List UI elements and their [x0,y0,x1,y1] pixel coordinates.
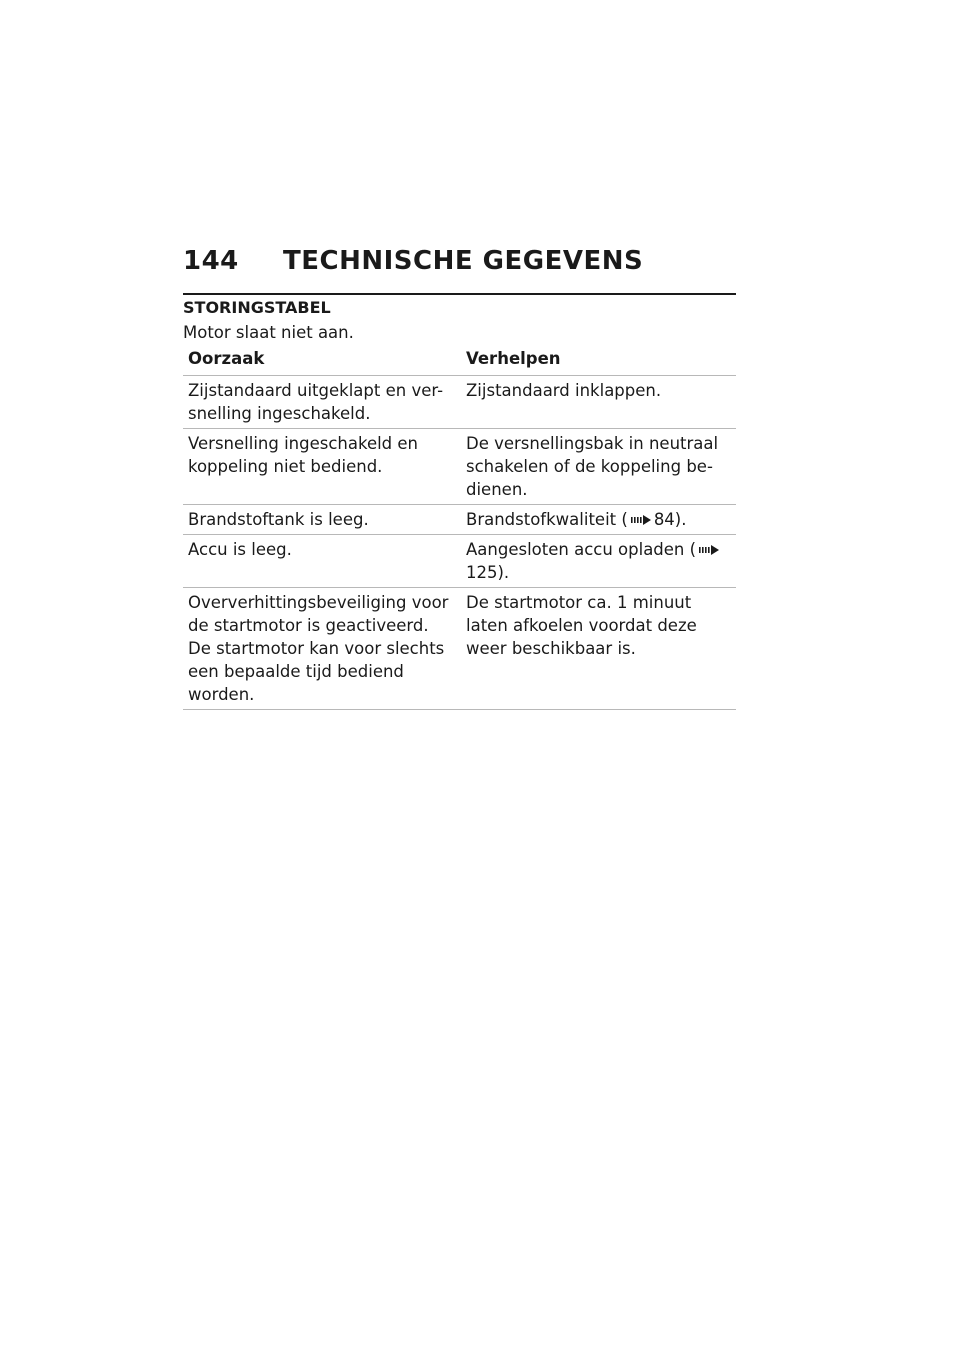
cause-cell: Brandstoftank is leeg. [183,505,461,535]
header-divider [183,293,736,295]
fault-table [183,345,736,710]
table-row [183,505,736,535]
cause-cell: Accu is leeg. [183,535,461,588]
column-header-remedy: Verhelpen [461,345,736,376]
table-row [183,429,736,505]
page-number: 144 [183,246,239,276]
remedy-cell: De startmotor ca. 1 minuut laten afkoelen voordat deze weer beschikbaar is. [461,588,736,710]
column-header-cause: Oorzaak [183,345,461,376]
table-row [183,588,736,710]
cause-cell: Versnelling ingeschakeld en koppeling niet bediend. [183,429,461,505]
table-row [183,376,736,429]
table-row [183,535,736,588]
cause-cell: Oververhittingsbeveiliging voor de startmotor is geactiveerd. De startmotor kan voor slechts een bepaalde tijd bediend worden. [183,588,461,710]
page-reference-link[interactable]: 84). [653,510,687,529]
page-reference-arrow-icon [630,514,652,526]
remedy-text: Aangesloten accu opladen ( [466,540,697,559]
page-reference-arrow-icon [698,544,720,556]
table-header-row [183,345,736,376]
page-header [183,244,736,278]
remedy-cell: Zijstandaard inklappen. [461,376,736,429]
remedy-text: Brandstofkwaliteit ( [466,510,628,529]
page-reference-link[interactable]: 125). [466,563,510,582]
chapter-title: TECHNISCHE GEGEVENS [283,246,644,276]
remedy-cell [461,535,736,588]
remedy-cell [461,505,736,535]
section-title: STORINGSTABEL [183,298,331,317]
section-intro: Motor slaat niet aan. [183,323,354,342]
remedy-cell: De versnellingsbak in neutraal schakelen of de koppeling be-dienen. [461,429,736,505]
cause-cell: Zijstandaard uitgeklapt en ver-snelling ingeschakeld. [183,376,461,429]
